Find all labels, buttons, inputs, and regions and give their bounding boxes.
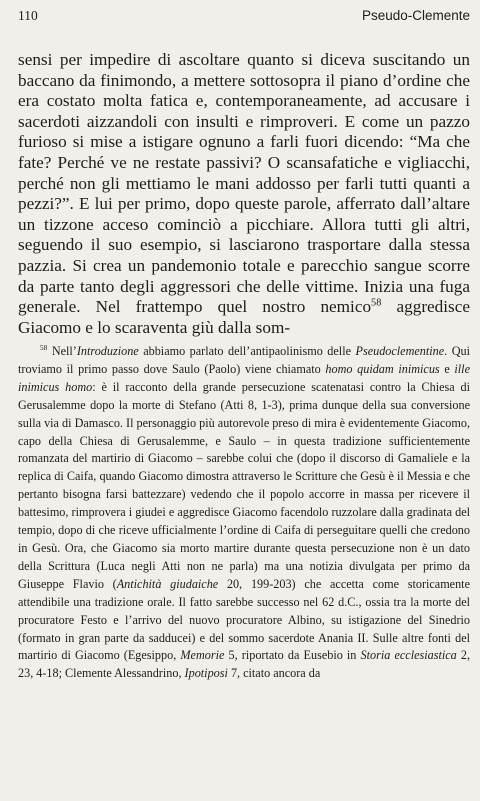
footnote-text: 7, citato ancora da: [227, 666, 321, 681]
footnote-italic: ille inimicus homo: [18, 361, 470, 394]
running-head: Pseudo-Clemente: [361, 8, 470, 23]
footnote-text: Nell’: [47, 344, 77, 358]
main-text: [18, 50, 470, 338]
footnote-text: : è il racconto della grande persecuzione scatenatasi contro la Chiesa di Gerusalemme dopo la morte di Stefano (Atti 8, 1-3), prima dunque della sua conversione sulla via di Damasco. Il personaggio più autorevole preso di mira è evidentemente Giacomo, capo della Chiesa di Gerusalemme, e Saulo – in questa tradizione sufficientemente romanzata del martirio di Giacomo – sarebbe colui che (dopo il discorso di Gamaliele e la replica di Caifa, quando Giacomo dimostra attraverso le Scritture che Gesù è il Messia e che pertanto bisogna farsi battezzare) vedendo che il popolo accorre in massa per ricevere il battesimo, rimprovera i giudei e aggredisce Giacomo facendolo ruzzolare dalla gradinata del tempio, dopo di che riceve ufficialmente l’ordine di Caifa di perseguitare quelli che credono in Gesù. Ora, che Giacomo sia morto martire durante questa persecuzione non è un dato della Scrittura (Luca negli Atti non ne parla) ma una notizia divulgata per primo da Giuseppe Flavio (: [18, 379, 471, 591]
footnote-text: . Qui troviamo il primo passo dove Saulo (Paolo) viene chiamato: [18, 344, 471, 376]
page-number: 110: [18, 8, 38, 23]
footnote-text: 20, 199-203) che accetta come storicamente attendibile una tradizione orale. Il fatto sarebbe successo nel 62 d.C., ossia tra la morte del procuratore Festo e l’arrivo del nuovo procuratore Albino, su istigazione del Sinedrio (formato in gran parte da sadducei) e del sommo sacerdote Anania II. Sulle altre fonti del martirio di Giacomo (Egesippo,: [18, 576, 470, 663]
footnote-italic: Storia ecclesiastica: [360, 648, 457, 663]
footnote-text: 5, riportato da Eusebio in: [224, 648, 361, 663]
footnote-number: 58: [40, 342, 48, 352]
footnote-italic: Memorie: [180, 648, 225, 663]
footnote-italic: Ipotiposi: [184, 666, 228, 681]
footnote-text: e: [439, 361, 455, 376]
footnote-text: abbiamo parlato dell’antipaolinismo delle: [138, 344, 356, 358]
main-text-part1: sensi per impedire di ascoltare quanto si diceva suscitando un baccano da finimondo, a mettere sottosopra il piano d’ordine che era costato molta fatica e, contemporaneamente, ad accusare i sacerdoti aizzandoli con insulti e rimproveri. E come un pazzo furioso si mise a istigare ognuno a farli fuori dicendo: “Ma che fate? Perché ve ne restate passivi? O scansafatiche e vigliacchi, perché non gli mettiamo le mani addosso per farli tutti quanti a pezzi?”. E lui per primo, dopo queste parole, afferrato dall’altare un tizzone acceso cominciò a picchiare. Allora tutti gli altri, seguendo il suo esempio, si lasciarono trasportare dalla stessa pazzia. Si crea un pandemonio totale e parecchio sangue scorre da parte tanto degli aggressori che delle vittime. Inizia una fuga generale. Nel frattempo quel nostro nemico: [18, 50, 470, 317]
footnote-text: 2, 23, 4-18; Clemente Alessandrino,: [18, 648, 471, 681]
footnote-italic: Antichità giudaiche: [116, 576, 219, 591]
main-text-part2: aggredisce Giacomo e lo scaraventa giù dalla som-: [18, 297, 470, 337]
footnote-italic: homo quidam inimicus: [325, 361, 440, 376]
footnote-reference: 58: [371, 297, 382, 309]
footnote-58: [18, 343, 470, 683]
footnote-italic: Pseudoclementine: [355, 344, 445, 358]
footnote-italic: Introduzione: [76, 344, 139, 358]
